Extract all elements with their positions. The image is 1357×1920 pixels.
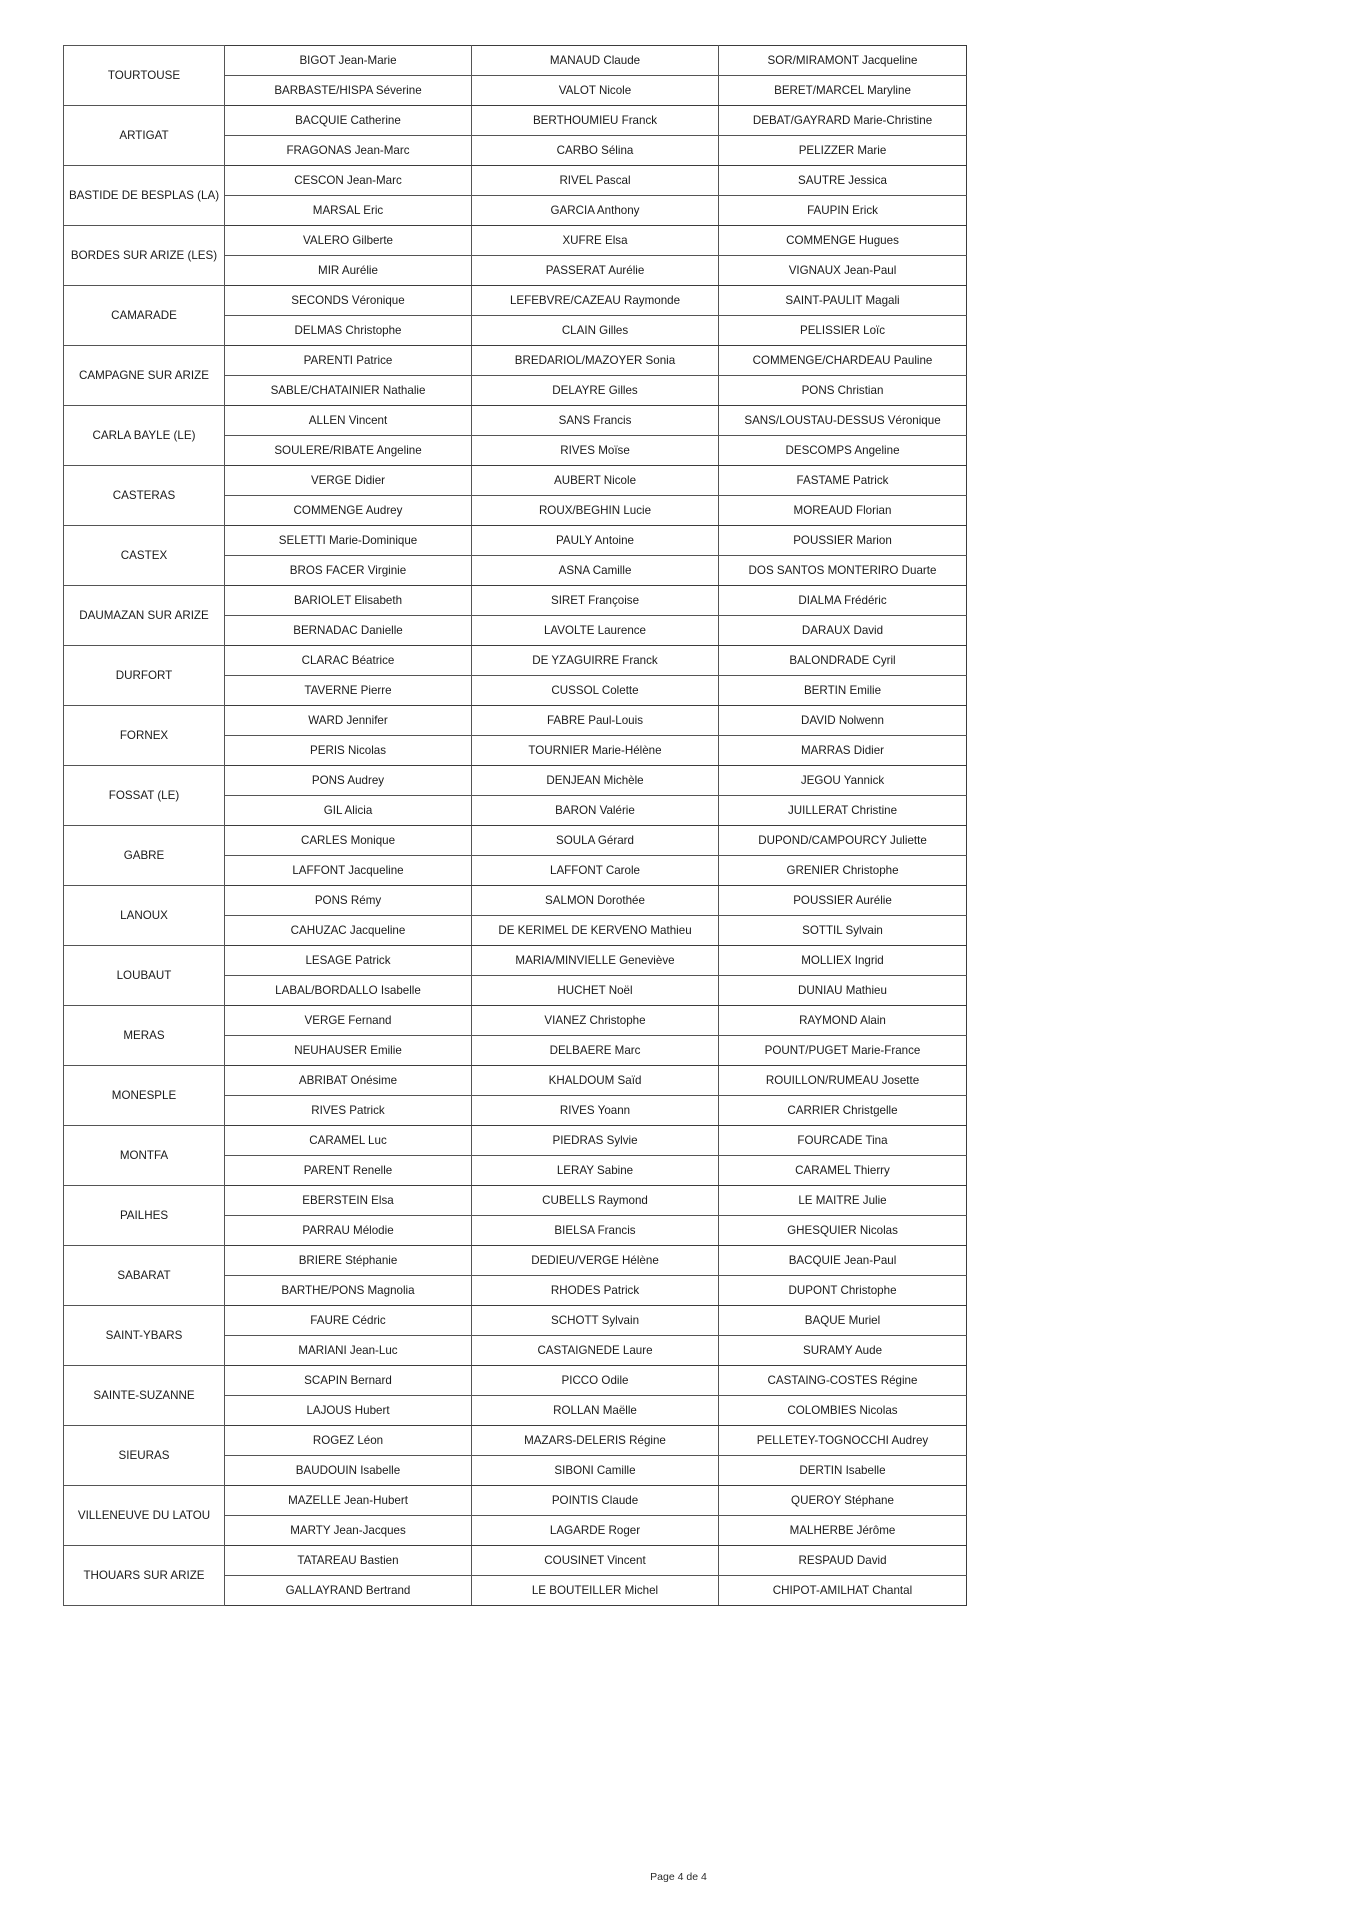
delegate-name-cell: TATAREAU Bastien	[225, 1546, 472, 1576]
delegate-name-cell: PONS Christian	[719, 376, 967, 406]
delegate-name-cell: BALONDRADE Cyril	[719, 646, 967, 676]
delegate-name-cell: KHALDOUM Saïd	[472, 1066, 719, 1096]
commune-name-cell: LANOUX	[64, 886, 225, 946]
delegate-name-cell: GHESQUIER Nicolas	[719, 1216, 967, 1246]
table-row	[64, 106, 967, 136]
delegate-name-cell: QUEROY Stéphane	[719, 1486, 967, 1516]
table-row	[64, 166, 967, 196]
table-row	[64, 1186, 967, 1216]
delegate-name-cell: BARBASTE/HISPA Séverine	[225, 76, 472, 106]
delegate-name-cell: SALMON Dorothée	[472, 886, 719, 916]
delegate-name-cell: ROUILLON/RUMEAU Josette	[719, 1066, 967, 1096]
commune-name-cell: CASTEX	[64, 526, 225, 586]
delegate-name-cell: SOULA Gérard	[472, 826, 719, 856]
delegate-name-cell: DOS SANTOS MONTERIRO Duarte	[719, 556, 967, 586]
delegate-name-cell: RIVEL Pascal	[472, 166, 719, 196]
delegate-name-cell: NEUHAUSER Emilie	[225, 1036, 472, 1066]
table-row	[64, 826, 967, 856]
delegate-name-cell: PELIZZER Marie	[719, 136, 967, 166]
commune-name-cell: CASTERAS	[64, 466, 225, 526]
delegate-name-cell: WARD Jennifer	[225, 706, 472, 736]
delegate-name-cell: SOULERE/RIBATE Angeline	[225, 436, 472, 466]
delegate-name-cell: GIL Alicia	[225, 796, 472, 826]
table-row	[64, 526, 967, 556]
delegate-name-cell: LAGARDE Roger	[472, 1516, 719, 1546]
delegate-name-cell: SURAMY Aude	[719, 1336, 967, 1366]
delegate-name-cell: GRENIER Christophe	[719, 856, 967, 886]
delegate-name-cell: LAFFONT Jacqueline	[225, 856, 472, 886]
table-row	[64, 346, 967, 376]
delegate-name-cell: CESCON Jean-Marc	[225, 166, 472, 196]
delegate-name-cell: DENJEAN Michèle	[472, 766, 719, 796]
delegate-name-cell: FAUPIN Erick	[719, 196, 967, 226]
delegate-name-cell: LAVOLTE Laurence	[472, 616, 719, 646]
delegate-name-cell: CARLES Monique	[225, 826, 472, 856]
table-row	[64, 706, 967, 736]
delegate-name-cell: MOLLIEX Ingrid	[719, 946, 967, 976]
table-row	[64, 1486, 967, 1516]
delegate-name-cell: FABRE Paul-Louis	[472, 706, 719, 736]
table-row	[64, 1306, 967, 1336]
commune-name-cell: SAINT-YBARS	[64, 1306, 225, 1366]
commune-name-cell: PAILHES	[64, 1186, 225, 1246]
delegate-name-cell: TOURNIER Marie-Hélène	[472, 736, 719, 766]
delegate-name-cell: DEDIEU/VERGE Hélène	[472, 1246, 719, 1276]
commune-name-cell: LOUBAUT	[64, 946, 225, 1006]
delegate-name-cell: COUSINET Vincent	[472, 1546, 719, 1576]
table-row	[64, 466, 967, 496]
delegate-name-cell: CASTAIGNEDE Laure	[472, 1336, 719, 1366]
delegate-name-cell: MANAUD Claude	[472, 46, 719, 76]
delegate-name-cell: HUCHET Noël	[472, 976, 719, 1006]
delegate-name-cell: DELAYRE Gilles	[472, 376, 719, 406]
delegate-name-cell: FASTAME Patrick	[719, 466, 967, 496]
delegate-name-cell: SAINT-PAULIT Magali	[719, 286, 967, 316]
commune-name-cell: GABRE	[64, 826, 225, 886]
delegate-name-cell: BAUDOUIN Isabelle	[225, 1456, 472, 1486]
delegate-name-cell: JEGOU Yannick	[719, 766, 967, 796]
delegate-name-cell: RIVES Patrick	[225, 1096, 472, 1126]
delegate-name-cell: LESAGE Patrick	[225, 946, 472, 976]
delegate-name-cell: BROS FACER Virginie	[225, 556, 472, 586]
delegate-name-cell: SCHOTT Sylvain	[472, 1306, 719, 1336]
delegate-name-cell: SCAPIN Bernard	[225, 1366, 472, 1396]
page-footer: Page 4 de 4	[650, 1871, 707, 1883]
commune-name-cell: VILLENEUVE DU LATOU	[64, 1486, 225, 1546]
table-row	[64, 1546, 967, 1576]
delegate-name-cell: DERTIN Isabelle	[719, 1456, 967, 1486]
table-row	[64, 1126, 967, 1156]
table-row	[64, 226, 967, 256]
delegate-name-cell: MARTY Jean-Jacques	[225, 1516, 472, 1546]
delegate-name-cell: BIGOT Jean-Marie	[225, 46, 472, 76]
roster-table-container	[63, 45, 962, 1606]
commune-name-cell: SIEURAS	[64, 1426, 225, 1486]
delegate-name-cell: SIBONI Camille	[472, 1456, 719, 1486]
commune-name-cell: FORNEX	[64, 706, 225, 766]
delegate-name-cell: ROUX/BEGHIN Lucie	[472, 496, 719, 526]
table-row	[64, 946, 967, 976]
delegate-name-cell: COMMENGE Hugues	[719, 226, 967, 256]
delegate-name-cell: PASSERAT Aurélie	[472, 256, 719, 286]
delegate-name-cell: ASNA Camille	[472, 556, 719, 586]
delegate-name-cell: CLARAC Béatrice	[225, 646, 472, 676]
delegate-name-cell: BARON Valérie	[472, 796, 719, 826]
delegate-name-cell: BERET/MARCEL Maryline	[719, 76, 967, 106]
delegate-name-cell: VALOT Nicole	[472, 76, 719, 106]
table-row	[64, 46, 967, 76]
delegate-name-cell: MAZARS-DELERIS Régine	[472, 1426, 719, 1456]
delegate-name-cell: LE MAITRE Julie	[719, 1186, 967, 1216]
delegate-name-cell: CARAMEL Thierry	[719, 1156, 967, 1186]
delegate-name-cell: MARIA/MINVIELLE Geneviève	[472, 946, 719, 976]
delegate-name-cell: LABAL/BORDALLO Isabelle	[225, 976, 472, 1006]
delegate-name-cell: PONS Audrey	[225, 766, 472, 796]
delegate-name-cell: DELMAS Christophe	[225, 316, 472, 346]
delegate-name-cell: BERTIN Emilie	[719, 676, 967, 706]
delegate-name-cell: RIVES Yoann	[472, 1096, 719, 1126]
commune-name-cell: DAUMAZAN SUR ARIZE	[64, 586, 225, 646]
delegate-name-cell: RAYMOND Alain	[719, 1006, 967, 1036]
delegate-name-cell: SANS Francis	[472, 406, 719, 436]
delegate-name-cell: MIR Aurélie	[225, 256, 472, 286]
delegate-name-cell: BERNADAC Danielle	[225, 616, 472, 646]
table-row	[64, 886, 967, 916]
delegate-name-cell: SABLE/CHATAINIER Nathalie	[225, 376, 472, 406]
delegate-name-cell: POUSSIER Marion	[719, 526, 967, 556]
delegate-name-cell: CARAMEL Luc	[225, 1126, 472, 1156]
delegate-name-cell: LERAY Sabine	[472, 1156, 719, 1186]
delegate-name-cell: FRAGONAS Jean-Marc	[225, 136, 472, 166]
delegate-name-cell: MALHERBE Jérôme	[719, 1516, 967, 1546]
delegate-name-cell: VALERO Gilberte	[225, 226, 472, 256]
delegate-name-cell: BARIOLET Elisabeth	[225, 586, 472, 616]
commune-name-cell: DURFORT	[64, 646, 225, 706]
delegate-name-cell: SECONDS Véronique	[225, 286, 472, 316]
delegate-name-cell: MARSAL Eric	[225, 196, 472, 226]
delegate-name-cell: PARENT Renelle	[225, 1156, 472, 1186]
commune-name-cell: SABARAT	[64, 1246, 225, 1306]
delegate-name-cell: SIRET Françoise	[472, 586, 719, 616]
delegate-name-cell: PARRAU Mélodie	[225, 1216, 472, 1246]
delegate-name-cell: CLAIN Gilles	[472, 316, 719, 346]
table-row	[64, 646, 967, 676]
table-row	[64, 586, 967, 616]
delegate-name-cell: CHIPOT-AMILHAT Chantal	[719, 1576, 967, 1606]
delegate-name-cell: BIELSA Francis	[472, 1216, 719, 1246]
delegate-name-cell: FOURCADE Tina	[719, 1126, 967, 1156]
delegate-name-cell: DUPOND/CAMPOURCY Juliette	[719, 826, 967, 856]
table-row	[64, 1066, 967, 1096]
delegate-name-cell: BERTHOUMIEU Franck	[472, 106, 719, 136]
delegate-name-cell: JUILLERAT Christine	[719, 796, 967, 826]
delegate-name-cell: DAVID Nolwenn	[719, 706, 967, 736]
delegate-name-cell: ROGEZ Léon	[225, 1426, 472, 1456]
delegate-name-cell: PERIS Nicolas	[225, 736, 472, 766]
delegate-name-cell: FAURE Cédric	[225, 1306, 472, 1336]
delegate-name-cell: MOREAUD Florian	[719, 496, 967, 526]
delegate-name-cell: PICCO Odile	[472, 1366, 719, 1396]
delegate-name-cell: COLOMBIES Nicolas	[719, 1396, 967, 1426]
delegate-name-cell: RESPAUD David	[719, 1546, 967, 1576]
delegate-name-cell: VERGE Fernand	[225, 1006, 472, 1036]
commune-name-cell: ARTIGAT	[64, 106, 225, 166]
delegate-name-cell: EBERSTEIN Elsa	[225, 1186, 472, 1216]
table-body	[64, 46, 967, 1606]
delegate-name-cell: BREDARIOL/MAZOYER Sonia	[472, 346, 719, 376]
delegate-name-cell: MARRAS Didier	[719, 736, 967, 766]
delegate-name-cell: RIVES Moïse	[472, 436, 719, 466]
delegate-name-cell: CASTAING-COSTES Régine	[719, 1366, 967, 1396]
delegate-name-cell: SOTTIL Sylvain	[719, 916, 967, 946]
delegate-name-cell: LEFEBVRE/CAZEAU Raymonde	[472, 286, 719, 316]
table-row	[64, 286, 967, 316]
delegate-name-cell: ROLLAN Maëlle	[472, 1396, 719, 1426]
delegate-name-cell: XUFRE Elsa	[472, 226, 719, 256]
delegate-name-cell: POUSSIER Aurélie	[719, 886, 967, 916]
delegate-name-cell: VERGE Didier	[225, 466, 472, 496]
commune-name-cell: CARLA BAYLE (LE)	[64, 406, 225, 466]
delegate-name-cell: SELETTI Marie-Dominique	[225, 526, 472, 556]
delegate-name-cell: CARBO Sélina	[472, 136, 719, 166]
delegate-name-cell: AUBERT Nicole	[472, 466, 719, 496]
delegate-name-cell: BACQUIE Jean-Paul	[719, 1246, 967, 1276]
table-row	[64, 1366, 967, 1396]
delegate-name-cell: MAZELLE Jean-Hubert	[225, 1486, 472, 1516]
delegate-name-cell: CAHUZAC Jacqueline	[225, 916, 472, 946]
delegate-name-cell: TAVERNE Pierre	[225, 676, 472, 706]
delegate-name-cell: PONS Rémy	[225, 886, 472, 916]
commune-name-cell: CAMPAGNE SUR ARIZE	[64, 346, 225, 406]
commune-name-cell: CAMARADE	[64, 286, 225, 346]
delegate-name-cell: COMMENGE Audrey	[225, 496, 472, 526]
table-row	[64, 766, 967, 796]
delegate-name-cell: LAJOUS Hubert	[225, 1396, 472, 1426]
delegate-name-cell: CARRIER Christgelle	[719, 1096, 967, 1126]
commune-name-cell: BASTIDE DE BESPLAS (LA)	[64, 166, 225, 226]
delegate-name-cell: LAFFONT Carole	[472, 856, 719, 886]
delegate-name-cell: DARAUX David	[719, 616, 967, 646]
table-row	[64, 1426, 967, 1456]
delegate-name-cell: POINTIS Claude	[472, 1486, 719, 1516]
delegate-name-cell: DIALMA Frédéric	[719, 586, 967, 616]
delegate-name-cell: PIEDRAS Sylvie	[472, 1126, 719, 1156]
delegate-name-cell: MARIANI Jean-Luc	[225, 1336, 472, 1366]
delegate-name-cell: PAULY Antoine	[472, 526, 719, 556]
delegate-name-cell: RHODES Patrick	[472, 1276, 719, 1306]
commune-delegates-table	[63, 45, 967, 1606]
commune-name-cell: MONTFA	[64, 1126, 225, 1186]
delegate-name-cell: SANS/LOUSTAU-DESSUS Véronique	[719, 406, 967, 436]
delegate-name-cell: DE YZAGUIRRE Franck	[472, 646, 719, 676]
delegate-name-cell: GARCIA Anthony	[472, 196, 719, 226]
delegate-name-cell: VIANEZ Christophe	[472, 1006, 719, 1036]
delegate-name-cell: DUNIAU Mathieu	[719, 976, 967, 1006]
table-row	[64, 406, 967, 436]
delegate-name-cell: DE KERIMEL DE KERVENO Mathieu	[472, 916, 719, 946]
delegate-name-cell: SAUTRE Jessica	[719, 166, 967, 196]
delegate-name-cell: BAQUE Muriel	[719, 1306, 967, 1336]
table-row	[64, 1246, 967, 1276]
commune-name-cell: BORDES SUR ARIZE (LES)	[64, 226, 225, 286]
delegate-name-cell: SOR/MIRAMONT Jacqueline	[719, 46, 967, 76]
delegate-name-cell: BACQUIE Catherine	[225, 106, 472, 136]
delegate-name-cell: DEBAT/GAYRARD Marie-Christine	[719, 106, 967, 136]
commune-name-cell: TOURTOUSE	[64, 46, 225, 106]
delegate-name-cell: COMMENGE/CHARDEAU Pauline	[719, 346, 967, 376]
commune-name-cell: MONESPLE	[64, 1066, 225, 1126]
delegate-name-cell: LE BOUTEILLER Michel	[472, 1576, 719, 1606]
delegate-name-cell: PARENTI Patrice	[225, 346, 472, 376]
delegate-name-cell: DELBAERE Marc	[472, 1036, 719, 1066]
delegate-name-cell: BRIERE Stéphanie	[225, 1246, 472, 1276]
delegate-name-cell: CUSSOL Colette	[472, 676, 719, 706]
delegate-name-cell: BARTHE/PONS Magnolia	[225, 1276, 472, 1306]
delegate-name-cell: PELISSIER Loïc	[719, 316, 967, 346]
delegate-name-cell: DUPONT Christophe	[719, 1276, 967, 1306]
delegate-name-cell: ALLEN Vincent	[225, 406, 472, 436]
delegate-name-cell: POUNT/PUGET Marie-France	[719, 1036, 967, 1066]
commune-name-cell: THOUARS SUR ARIZE	[64, 1546, 225, 1606]
delegate-name-cell: DESCOMPS Angeline	[719, 436, 967, 466]
delegate-name-cell: PELLETEY-TOGNOCCHI Audrey	[719, 1426, 967, 1456]
delegate-name-cell: ABRIBAT Onésime	[225, 1066, 472, 1096]
commune-name-cell: SAINTE-SUZANNE	[64, 1366, 225, 1426]
commune-name-cell: FOSSAT (LE)	[64, 766, 225, 826]
delegate-name-cell: CUBELLS Raymond	[472, 1186, 719, 1216]
delegate-name-cell: GALLAYRAND Bertrand	[225, 1576, 472, 1606]
table-row	[64, 1006, 967, 1036]
commune-name-cell: MERAS	[64, 1006, 225, 1066]
delegate-name-cell: VIGNAUX Jean-Paul	[719, 256, 967, 286]
